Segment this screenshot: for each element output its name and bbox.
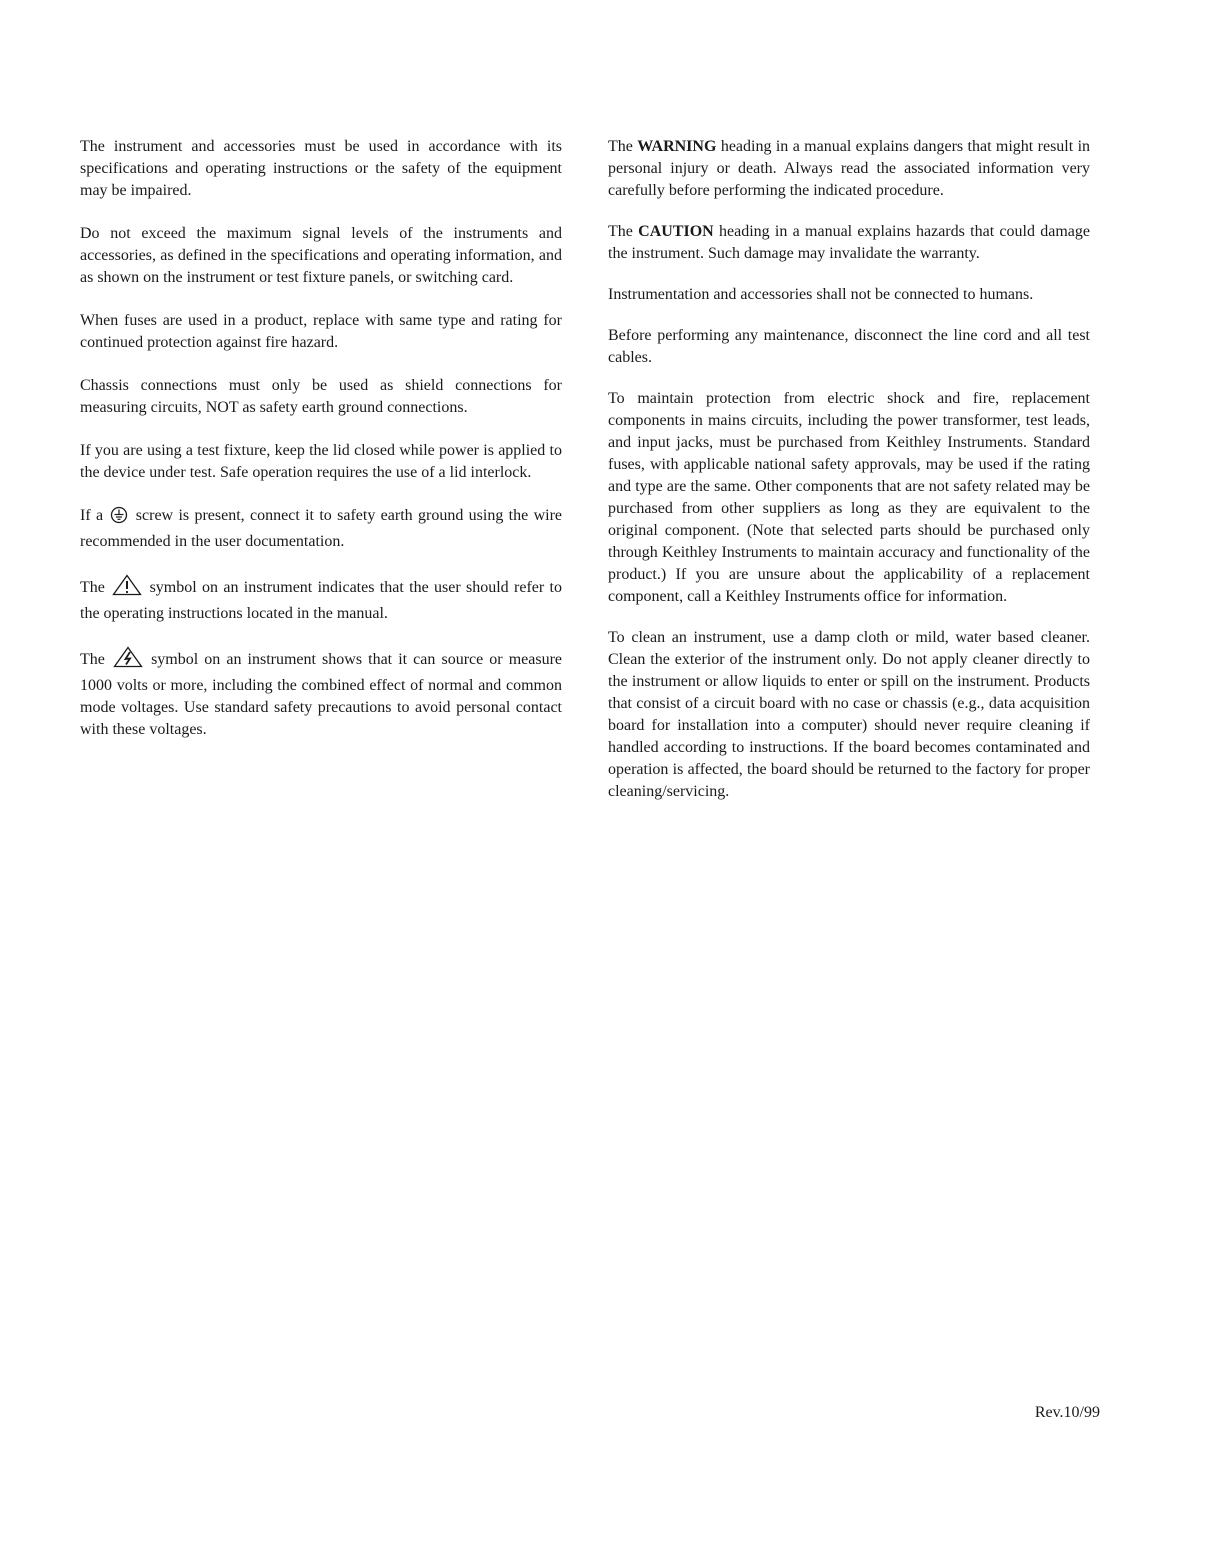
warning-keyword: WARNING	[637, 138, 717, 155]
caution-heading-before: The	[608, 223, 633, 240]
caution-text-before: The	[80, 579, 105, 596]
paragraph-fuses: When fuses are used in a product, replace with same type and rating for continued protection against fire hazard.	[80, 312, 562, 351]
warning-text-after: heading in a manual explains dangers that might result in personal injury or death. Always read the associated information very carefully before performing the indicated procedure.	[608, 138, 1091, 199]
paragraph-signal-levels: Do not exceed the maximum signal levels of the instruments and accessories, as defined in the specifications and operating information, and as shown on the instrument or test fixture panels, or switching card.	[80, 225, 562, 286]
ground-screw-icon	[110, 506, 128, 531]
paragraph-test-fixture: If you are using a test fixture, keep the lid closed while power is applied to the device under test. Safe operation requires the use of a lid interlock.	[80, 442, 562, 481]
paragraph-chassis: Chassis connections must only be used as shield connections for measuring circuits, NOT as safety earth ground connections.	[80, 377, 562, 416]
paragraph-caution-symbol	[80, 574, 562, 625]
paragraph-ground-screw	[80, 505, 562, 553]
paragraph-caution-heading	[608, 221, 1090, 265]
caution-keyword: CAUTION	[638, 223, 714, 240]
ground-text-before: If a	[80, 507, 104, 524]
paragraph-humans: Instrumentation and accessories shall not be connected to humans.	[608, 286, 1034, 303]
revision-label: Rev.10/99	[1034, 1404, 1100, 1421]
paragraph-warning-heading	[608, 136, 1090, 202]
caution-text-after: symbol on an instrument indicates that the user should refer to the operating instructions located in the manual.	[80, 579, 562, 622]
high-voltage-text-before: The	[80, 651, 105, 668]
paragraph-maintenance: Before performing any maintenance, disconnect the line cord and all test cables.	[608, 327, 1090, 366]
paragraph-replacement-components: To maintain protection from electric shock and fire, replacement components in mains circuits, including the power transformer, test leads, and input jacks, must be purchased from Keithley Instruments. Standard fuses, with applicable national safety approvals, may be used if the rating and type are the same. Other components that are not safety related may be purchased from other suppliers as long as they are equivalent to the original component. (Note that selected parts should be purchased only through Keithley Instruments to maintain accuracy and functionality of the product.) If you are unsure about the applicability of a replacement component, call a Keithley Instruments office for information.	[608, 390, 1090, 605]
left-column	[80, 136, 562, 762]
paragraph-usage: The instrument and accessories must be used in accordance with its specifications and operating instructions or the safety of the equipment may be impaired.	[80, 138, 562, 199]
ground-text-after: screw is present, connect it to safety earth ground using the wire recommended in the user documentation.	[80, 507, 562, 550]
paragraph-cleaning: To clean an instrument, use a damp cloth or mild, water based cleaner. Clean the exterior of the instrument only. Do not apply cleaner directly to the instrument or allow liquids to enter or spill on the instrument. Products that consist of a circuit board with no case or chassis (e.g., data acquisition board for installation into a computer) should never require cleaning if handled according to instructions. If the board becomes contaminated and operation is affected, the board should be returned to the factory for proper cleaning/servicing.	[608, 629, 1090, 800]
caution-triangle-icon	[112, 574, 142, 603]
warning-text-before: The	[608, 138, 633, 155]
paragraph-high-voltage-symbol	[80, 646, 562, 741]
high-voltage-text-after: symbol on an instrument shows that it can source or measure 1000 volts or more, including the combined effect of normal and common mode voltages. Use standard safety precautions to avoid personal contact with these voltages.	[80, 651, 563, 738]
right-column	[608, 136, 1090, 822]
caution-heading-after: heading in a manual explains hazards that could damage the instrument. Such damage may invalidate the warranty.	[608, 223, 1090, 262]
high-voltage-triangle-icon	[113, 646, 143, 675]
